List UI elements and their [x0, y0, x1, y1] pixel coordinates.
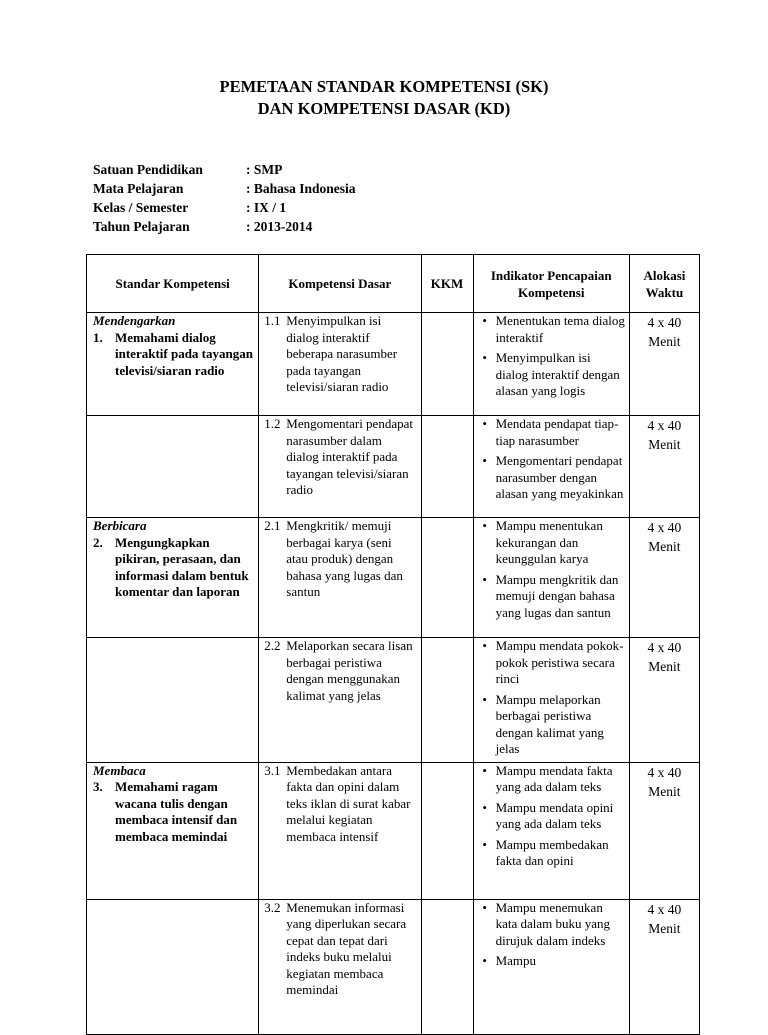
indicator-list — [474, 518, 629, 621]
cell-alokasi-waktu — [629, 638, 699, 763]
kd-number: 2.1 — [264, 518, 281, 533]
indicator-text: Menentukan tema dialog interaktif — [495, 313, 625, 345]
header-kkm: KKM — [421, 255, 473, 313]
cell-kkm — [421, 518, 473, 638]
document-title-line-1: PEMETAAN STANDAR KOMPETENSI (SK) — [219, 77, 549, 96]
indicator-item — [474, 800, 625, 833]
kd-number: 3.1 — [264, 762, 281, 778]
indicator-item — [474, 572, 625, 622]
cell-kkm — [421, 416, 473, 518]
alokasi-amount: 4 x 40 — [647, 418, 682, 433]
alokasi-unit: Menit — [648, 437, 681, 452]
indicator-list — [474, 763, 629, 870]
alokasi-amount: 4 x 40 — [647, 764, 682, 780]
bullet-icon: • — [482, 899, 487, 915]
cell-standar-kompetensi — [87, 518, 259, 638]
sk-item — [93, 535, 254, 601]
indicator-text: Mampu menentukan kekurangan dan keunggulan karya — [495, 518, 603, 566]
indicator-text: Mampu mendata opini yang ada dalam teks — [495, 799, 614, 831]
indicator-text: Mampu mendata pokok-pokok peristiwa secara rinci — [495, 638, 624, 686]
kd-text: Mengomentari pendapat narasumber dalam dialog interaktif pada tayangan televisi/siaran radio — [286, 416, 413, 497]
sk-item — [93, 330, 254, 380]
bullet-icon: • — [482, 953, 487, 968]
table-header-row — [87, 255, 700, 313]
alokasi-unit: Menit — [648, 539, 681, 554]
cell-kkm — [421, 762, 473, 899]
table-row — [87, 899, 700, 1034]
header-standar-kompetensi: Standar Kompetensi — [87, 255, 259, 313]
bullet-icon: • — [482, 691, 487, 707]
cell-standar-kompetensi — [87, 416, 259, 518]
bullet-icon: • — [482, 453, 487, 468]
indicator-text: Mampu menemukan kata dalam buku yang dirujuk dalam indeks — [495, 899, 611, 948]
header-indikator: Indikator Pencapaian Kompetensi — [473, 255, 629, 313]
cell-standar-kompetensi — [87, 638, 259, 763]
indicator-item — [474, 837, 625, 870]
kd-text: Menyimpulkan isi dialog interaktif beberapa narasumber pada tayangan televisi/siaran radio — [286, 313, 398, 394]
sk-number: 1. — [93, 329, 103, 345]
bullet-icon: • — [482, 350, 487, 365]
table-row — [87, 518, 700, 638]
indicator-list — [474, 416, 629, 503]
cell-indikator — [473, 762, 629, 899]
sk-topic: Berbicara — [93, 518, 147, 533]
alokasi-unit: Menit — [648, 334, 681, 349]
indicator-item — [474, 518, 625, 568]
cell-kompetensi-dasar — [259, 899, 421, 1034]
meta-label: Satuan Pendidikan — [93, 162, 203, 177]
cell-kompetensi-dasar — [259, 762, 421, 899]
sk-text: Mengungkapkan pikiran, perasaan, dan informasi dalam bentuk komentar dan laporan — [115, 534, 249, 599]
cell-kompetensi-dasar — [259, 638, 421, 763]
alokasi-amount: 4 x 40 — [647, 315, 682, 330]
table-row — [87, 762, 700, 899]
indicator-text: Mampu membedakan fakta dan opini — [495, 836, 609, 868]
indicator-text: Mendata pendapat tiap-tiap narasumber — [495, 416, 619, 448]
kd-text: Menemukan informasi yang diperlukan secara cepat dan tepat dari indeks buku melalui kegiatan membaca memindai — [286, 899, 407, 997]
kd-number: 1.2 — [264, 416, 281, 431]
competency-mapping-table — [86, 254, 700, 1035]
meta-row — [93, 217, 356, 236]
alokasi-amount: 4 x 40 — [647, 640, 682, 655]
cell-kkm — [421, 899, 473, 1034]
indicator-item — [474, 900, 625, 950]
table-row — [87, 416, 700, 518]
indicator-item — [474, 313, 625, 346]
cell-indikator — [473, 313, 629, 416]
indicator-text: Mampu — [495, 953, 537, 968]
bullet-icon: • — [482, 518, 487, 533]
bullet-icon: • — [482, 638, 487, 653]
bullet-icon: • — [482, 836, 487, 852]
kd-text: Mengkritik/ memuji berbagai karya (seni atau produk) dengan bahasa yang lugas dan santun — [286, 518, 403, 599]
indicator-text: Mampu melaporkan berbagai peristiwa dengan kalimat yang jelas — [495, 691, 604, 756]
indicator-item — [474, 416, 625, 449]
indicator-item — [474, 763, 625, 796]
sk-item — [93, 779, 254, 845]
bullet-icon: • — [482, 416, 487, 431]
meta-label: Tahun Pelajaran — [93, 219, 190, 234]
indicator-item — [474, 638, 625, 688]
alokasi-unit: Menit — [648, 920, 681, 936]
cell-alokasi-waktu — [629, 518, 699, 638]
header-kompetensi-dasar: Kompetensi Dasar — [259, 255, 421, 313]
meta-row — [93, 198, 356, 217]
alokasi-unit: Menit — [648, 659, 681, 674]
meta-label: Kelas / Semester — [93, 200, 189, 215]
meta-row — [93, 160, 356, 179]
cell-alokasi-waktu — [629, 899, 699, 1034]
meta-value: : Bahasa Indonesia — [246, 181, 356, 196]
sk-text: Memahami ragam wacana tulis dengan membaca intensif dan membaca memindai — [115, 779, 238, 844]
cell-indikator — [473, 518, 629, 638]
cell-standar-kompetensi — [87, 313, 259, 416]
indicator-list — [474, 638, 629, 758]
indicator-item — [474, 350, 625, 400]
sk-topic: Membaca — [93, 762, 146, 778]
sk-number: 2. — [93, 534, 103, 550]
sk-topic: Mendengarkan — [93, 313, 176, 328]
meta-value: : 2013-2014 — [246, 219, 313, 234]
kd-number: 2.2 — [264, 638, 281, 653]
indicator-text: Mengomentari pendapat narasumber dengan alasan yang meyakinkan — [495, 453, 624, 501]
meta-label: Mata Pelajaran — [93, 181, 184, 196]
indicator-text: Mampu mengkritik dan memuji dengan bahasa yang lugas dan santun — [495, 571, 619, 620]
indicator-text: Mampu mendata fakta yang ada dalam teks — [495, 762, 613, 794]
sk-text: Memahami dialog interaktif pada tayangan televisi/siaran radio — [115, 329, 253, 378]
cell-indikator — [473, 416, 629, 518]
cell-standar-kompetensi — [87, 899, 259, 1034]
meta-row — [93, 179, 356, 198]
cell-kkm — [421, 313, 473, 416]
indicator-list — [474, 313, 629, 400]
table-body — [87, 313, 700, 1035]
bullet-icon: • — [482, 313, 487, 328]
identity-block — [93, 160, 356, 236]
meta-value: : IX / 1 — [246, 200, 287, 215]
cell-kompetensi-dasar — [259, 416, 421, 518]
indicator-item — [474, 453, 625, 503]
kd-number: 3.2 — [264, 899, 281, 915]
alokasi-amount: 4 x 40 — [647, 520, 682, 535]
alokasi-unit: Menit — [648, 783, 681, 799]
indicator-item — [474, 692, 625, 758]
cell-alokasi-waktu — [629, 313, 699, 416]
table-row — [87, 313, 700, 416]
alokasi-amount: 4 x 40 — [647, 901, 682, 917]
cell-alokasi-waktu — [629, 762, 699, 899]
bullet-icon: • — [482, 762, 487, 778]
bullet-icon: • — [482, 799, 487, 815]
cell-kompetensi-dasar — [259, 313, 421, 416]
sk-number: 3. — [93, 779, 103, 794]
document-title-line-2: DAN KOMPETENSI DASAR (KD) — [257, 99, 511, 118]
cell-alokasi-waktu — [629, 416, 699, 518]
kd-number: 1.1 — [264, 313, 281, 328]
indicator-item — [474, 953, 625, 970]
indicator-text: Menyimpulkan isi dialog interaktif dengan alasan yang logis — [495, 350, 620, 398]
cell-standar-kompetensi — [87, 762, 259, 899]
cell-kkm — [421, 638, 473, 763]
cell-kompetensi-dasar — [259, 518, 421, 638]
cell-indikator — [473, 638, 629, 763]
cell-indikator — [473, 899, 629, 1034]
kd-text: Melaporkan secara lisan berbagai peristiwa dengan menggunakan kalimat yang jelas — [286, 638, 413, 703]
bullet-icon: • — [482, 571, 487, 587]
kd-text: Membedakan antara fakta dan opini dalam teks iklan di surat kabar melalui kegiatan membaca intensif — [286, 762, 411, 844]
indicator-list — [474, 900, 629, 970]
table-row — [87, 638, 700, 763]
meta-value: : SMP — [246, 162, 283, 177]
header-alokasi-waktu: Alokasi Waktu — [629, 255, 699, 313]
